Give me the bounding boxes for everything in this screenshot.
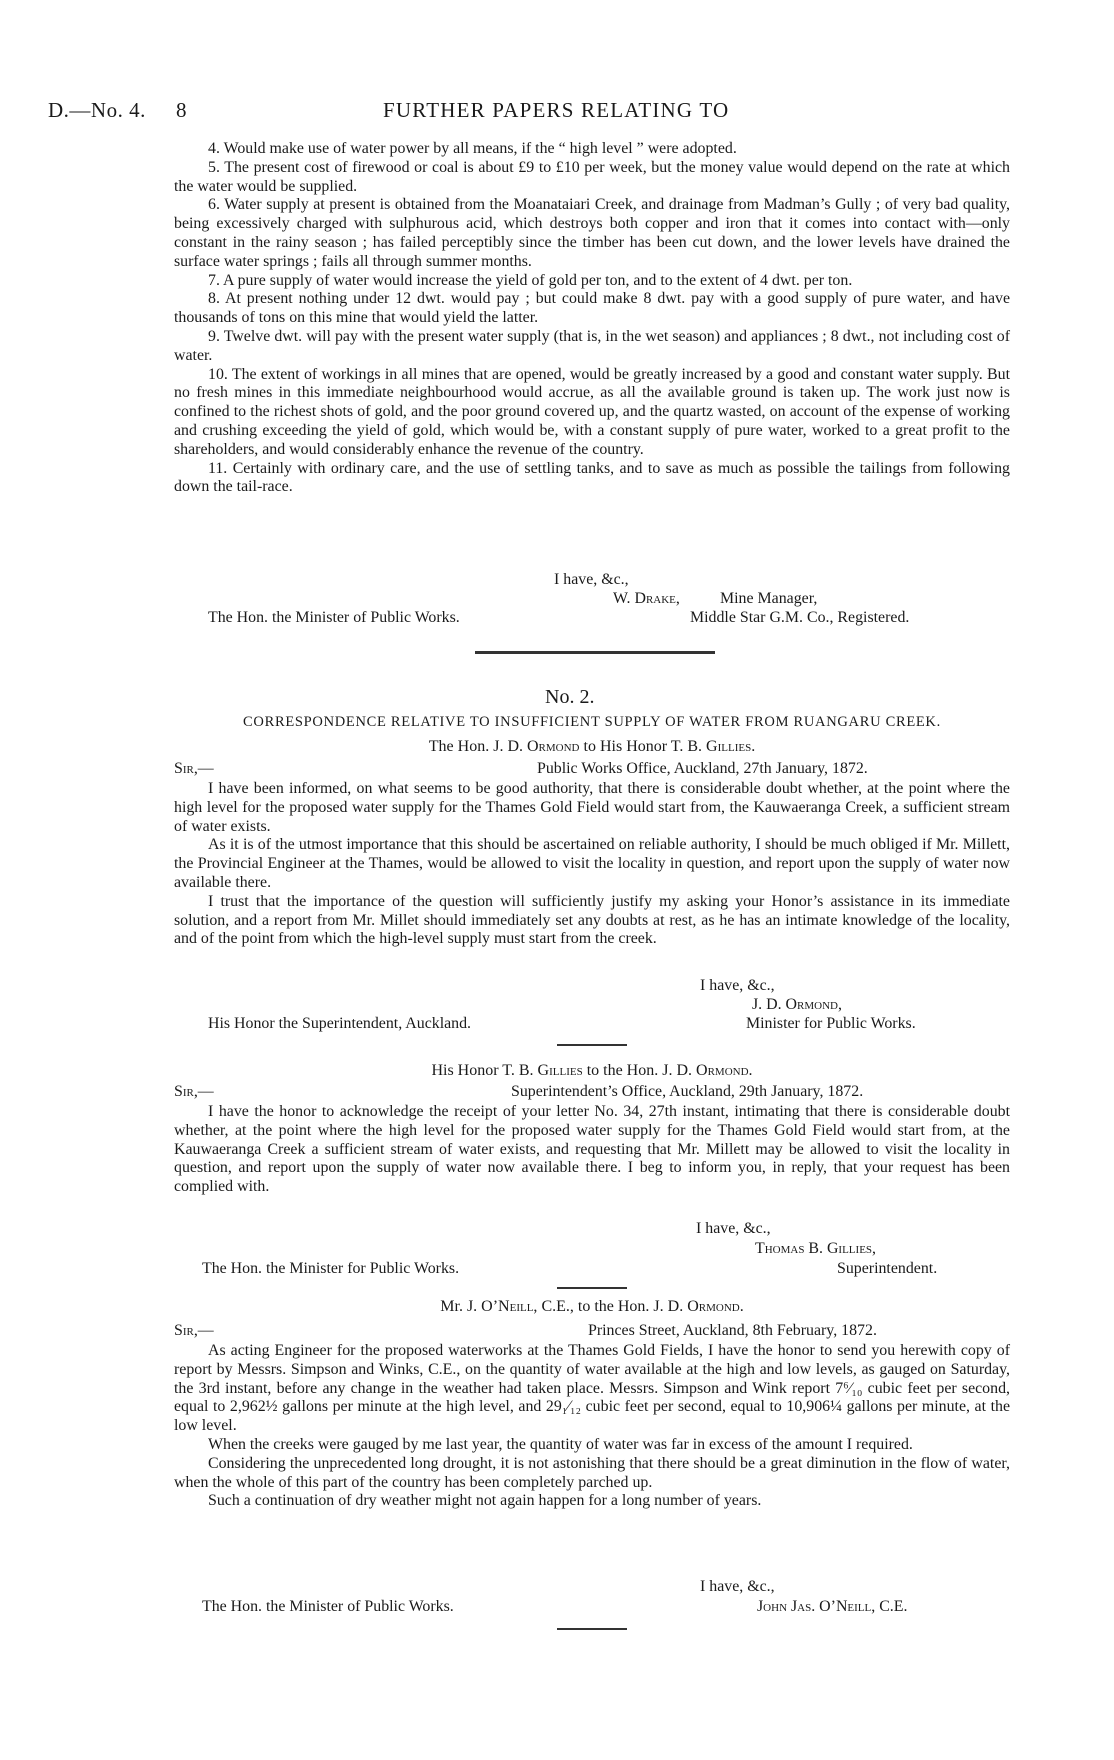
divider xyxy=(557,1628,627,1630)
letter4-addressee: The Hon. the Minister of Public Works. xyxy=(202,1598,454,1615)
paragraph: As acting Engineer for the proposed waterworks at the Thames Gold Fields, I have the honor to send you herewith copy of report by Messrs. Simpson and Winks, C.E., on the quantity of water available at the high and low levels, as gauged on Saturday, the 3rd instant, before any change in the weather had taken place. Messrs. Simpson and Wink report 7⁶⁄₁₀ cubic feet per second, equal to 2,962½ gallons per minute at the high level, and 29₁⁄₁₂ cubic feet per second, equal to 10,906¼ gallons per minute, at the low level. xyxy=(174,1342,1010,1435)
letter1-closing: I have, &c., xyxy=(554,571,629,588)
letter3-signatory: Thomas B. Gillies, xyxy=(755,1240,877,1257)
paragraph: 4. Would make use of water power by all means, if the “ high level ” were adopted. xyxy=(208,140,737,157)
letter2-body xyxy=(174,780,1010,949)
paragraph: As it is of the utmost importance that this should be ascertained on reliable authority, I should be much obliged if Mr. Millett, the Provincial Engineer at the Thames, would be allowed to visit the locality in question, and report upon the supply of water now available there. xyxy=(174,836,1010,891)
letter1-signatory-title: Mine Manager, xyxy=(720,590,818,607)
letter2-signatory-title: Minister for Public Works. xyxy=(746,1015,916,1032)
letter2-dateline: Public Works Office, Auckland, 27th January, 1872. xyxy=(537,760,868,777)
letter4-signatory: John Jas. O’Neill, C.E. xyxy=(757,1598,908,1615)
letter2-salutation: Sir,— xyxy=(174,760,214,777)
section-heading: CORRESPONDENCE RELATIVE TO INSUFFICIENT SUPPLY OF WATER FROM RUANGARU CREEK. xyxy=(243,714,941,730)
letter2-closing: I have, &c., xyxy=(700,977,775,994)
letter3-dateline: Superintendent’s Office, Auckland, 29th January, 1872. xyxy=(511,1083,864,1100)
paragraph: I trust that the importance of the question will sufficiently justify my asking your Honor’s assistance in its immediate solution, and a report from Mr. Millet should immediately set any doubts at rest, as he has an intimate knowledge of the locality, and of the point from which the high-level supply must start from the creek. xyxy=(174,892,1010,948)
paragraph: I have been informed, on what seems to be good authority, that there is considerable doubt whether, at the point where the high level for the proposed water supply for the Thames Gold Field would start from, the Kauwaeranga Creek, a sufficient stream of water exists. xyxy=(174,780,1010,835)
letter3-addressee: The Hon. the Minister for Public Works. xyxy=(202,1260,460,1277)
paragraph: 9. Twelve dwt. will pay with the present water supply (that is, in the wet season) and appliances ; 8 dwt., not including cost of water. xyxy=(174,327,1010,364)
page-number: 8 xyxy=(176,98,187,122)
section-divider xyxy=(475,651,715,654)
paragraph: I have the honor to acknowledge the receipt of your letter No. 34, 27th instant, intimating that there is considerable doubt whether, at the point where the high level for the proposed water supply for the Thames Gold Field would start from, at the Kauwaeranga Creek a sufficient stream of water exists, and requesting that Mr. Millett may be allowed to visit the locality in question, and report upon the supply of water now available there. I beg to inform you, in reply, that your request has been complied with. xyxy=(174,1103,1010,1196)
letter2-addressee: His Honor the Superintendent, Auckland. xyxy=(208,1015,472,1032)
letter4-dateline: Princes Street, Auckland, 8th February, 1872. xyxy=(588,1322,877,1339)
paragraph: Considering the unprecedented long drought, it is not astonishing that there should be a great diminution in the flow of water, when the whole of this part of the country has been completely parched up. xyxy=(174,1454,1010,1491)
letter3-salutation: Sir,— xyxy=(174,1083,214,1100)
letter4-body xyxy=(174,1342,1010,1511)
paragraph: 8. At present nothing under 12 dwt. would pay ; but could make 8 dwt. pay with a good supply of pure water, and have thousands of tons on this mine that would yield the latter. xyxy=(174,290,1010,327)
letter1-signatory: W. Drake, xyxy=(613,590,680,607)
letter3-body xyxy=(174,1103,1010,1197)
letter3-closing: I have, &c., xyxy=(696,1220,771,1237)
paragraph: 11. Certainly with ordinary care, and the use of settling tanks, and to save as much as possible the tailings from following down the tail-race. xyxy=(174,459,1010,496)
section-number: No. 2. xyxy=(545,686,595,708)
paragraph: 10. The extent of workings in all mines that are opened, would be greatly increased by a good and constant water supply. But no fresh mines in this immediate neighbourhood would accrue, as all the available ground is taken up. The work just now is confined to the richest shots of gold, and the poor ground covered up, and the quartz wasted, on account of the expense of working and crushing exceeding the yield of gold, which would be, with a constant supply of pure water, worked to a great profit to the shareholders, and would considerably enhance the revenue of the country. xyxy=(174,365,1010,458)
paragraph: 7. A pure supply of water would increase the yield of gold per ton, and to the extent of 4 dwt. per ton. xyxy=(208,271,853,289)
letter4-title: Mr. J. O’Neill, C.E., to the Hon. J. D. Ormond. xyxy=(440,1298,744,1315)
letter1-addressee: The Hon. the Minister of Public Works. xyxy=(208,609,460,626)
paragraph: Such a continuation of dry weather might not again happen for a long number of years. xyxy=(208,1492,762,1510)
paragraph: When the creeks were gauged by me last year, the quantity of water was far in excess of the amount I required. xyxy=(208,1435,913,1453)
letter3-title: His Honor T. B. Gillies to the Hon. J. D. Ormond. xyxy=(431,1062,753,1079)
letter3-signatory-title: Superintendent. xyxy=(837,1260,938,1277)
letter4-salutation: Sir,— xyxy=(174,1322,214,1339)
divider xyxy=(557,1287,627,1289)
paragraph: 6. Water supply at present is obtained from the Moanataiari Creek, and drainage from Madman’s Gully ; of very bad quality, being excessively charged with sulphurous acid, which destroys both copper and iron that it comes into contact with—only constant in the rainy season ; has failed perceptibly since the timber has been cut down, and the lower levels have drained the surface water springs ; fails all through summer months. xyxy=(174,196,1010,270)
letter2-title: The Hon. J. D. Ormond to His Honor T. B. Gillies. xyxy=(428,738,756,755)
letter1-company: Middle Star G.M. Co., Registered. xyxy=(690,609,910,626)
letter4-closing: I have, &c., xyxy=(700,1578,775,1595)
page-title: FURTHER PAPERS RELATING TO xyxy=(383,98,730,122)
document-code: D.—No. 4. xyxy=(48,98,146,122)
divider xyxy=(557,1044,627,1046)
letter1-body xyxy=(174,140,1010,497)
paragraph: 5. The present cost of firewood or coal is about £9 to £10 per week, but the money value would depend on the rate at which the water would be supplied. xyxy=(174,158,1010,195)
letter2-signatory: J. D. Ormond, xyxy=(752,996,842,1013)
